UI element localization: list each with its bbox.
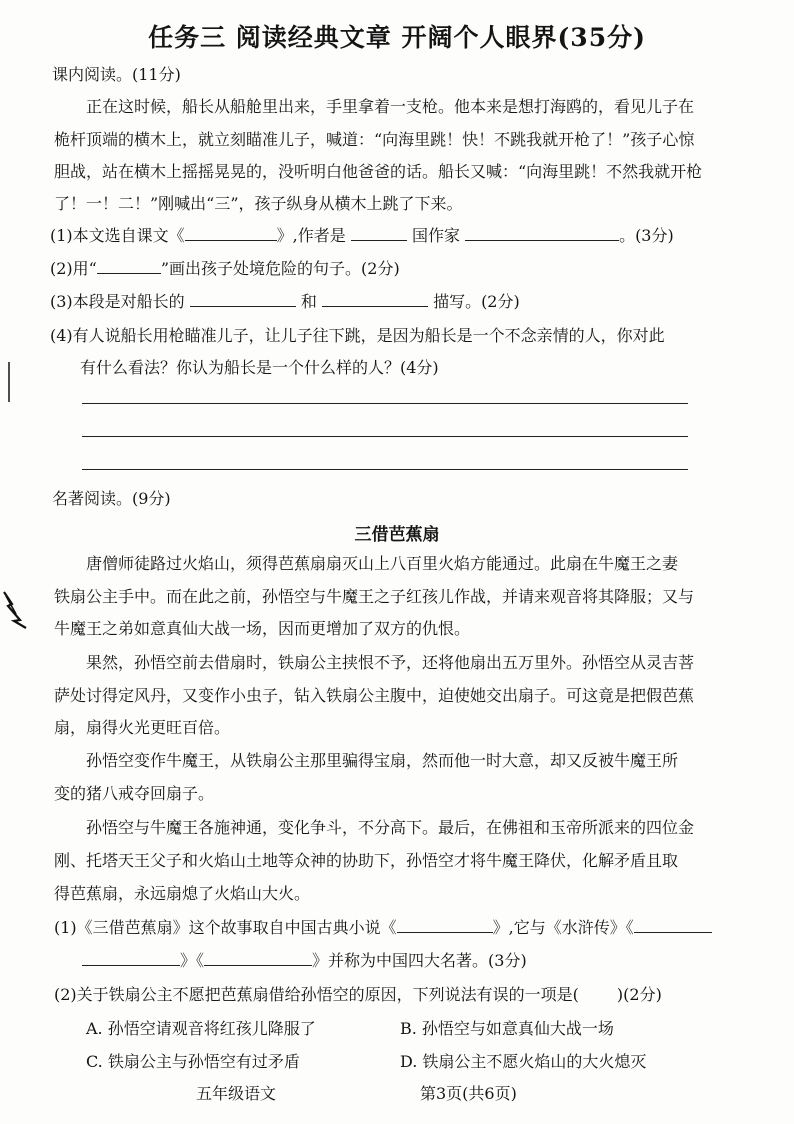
- q-text: (3)本段是对船长的: [50, 292, 185, 311]
- passage2-line: 铁扇公主手中。而在此之前，孙悟空与牛魔王之子红孩儿作战，并请来观音将其降服；又与: [54, 587, 695, 606]
- passage2-line: 果然，孙悟空前去借扇时，铁扇公主挟恨不予，还将他扇出五万里外。孙悟空从灵吉菩: [86, 653, 695, 672]
- question2-1-line2: [82, 948, 527, 971]
- q-text: 。(3分): [619, 226, 674, 245]
- footer-subject: 五年级语文: [196, 1084, 277, 1103]
- pen-mark-decoration: [0, 590, 30, 630]
- answer-blank[interactable]: [634, 918, 712, 933]
- passage1-line: 胆战，站在横木上摇摇晃晃的，没听明白他爸爸的话。船长又喊：“向海里跳！不然我就开枪: [54, 162, 703, 181]
- q-text: 》《: [180, 951, 205, 970]
- answer-blank[interactable]: [97, 259, 161, 274]
- option-b[interactable]: B. 孙悟空与如意真仙大战一场: [400, 1019, 614, 1038]
- passage2-line: 孙悟空与牛魔王各施神通，变化争斗，不分高下。最后，在佛祖和玉帝所派来的四位金: [86, 818, 695, 837]
- answer-blank[interactable]: [185, 226, 277, 241]
- q-text: 描写。(2分): [433, 292, 520, 311]
- answer-blank[interactable]: [465, 226, 619, 241]
- option-d[interactable]: D. 铁扇公主不愿火焰山的大火熄灭: [400, 1052, 647, 1071]
- answer-blank[interactable]: [322, 292, 428, 307]
- passage1-line: 正在这时候，船长从船舱里出来，手里拿着一支枪。他本来是想打海鸥的，看见儿子在: [86, 97, 695, 116]
- passage2-line: 变的猪八戒夺回扇子。: [54, 784, 215, 803]
- q-text: (1)本文选自课文《: [50, 226, 185, 245]
- option-a[interactable]: A. 孙悟空请观音将红孩儿降服了: [86, 1019, 316, 1038]
- passage2-line: 扇，扇得火光更旺百倍。: [54, 718, 231, 737]
- q-text: (2)关于铁扇公主不愿把芭蕉扇借给孙悟空的原因，下列说法有误的一项是(: [54, 985, 579, 1004]
- q-text: 和: [300, 292, 317, 311]
- option-c[interactable]: C. 铁扇公主与孙悟空有过矛盾: [86, 1052, 300, 1071]
- q-text: (1)《三借芭蕉扇》这个故事取自中国古典小说《: [54, 918, 397, 937]
- answer-blank[interactable]: [82, 951, 180, 966]
- answer-blank[interactable]: [190, 292, 296, 307]
- passage2-line: 刚、托塔天王父子和火焰山土地等众神的协助下，孙悟空才将牛魔王降伏，化解矛盾且取: [54, 851, 679, 870]
- q-text: 》,作者是: [276, 226, 346, 245]
- passage2-line: 唐僧师徒路过火焰山，须得芭蕉扇扇灭山上八百里火焰方能通过。此扇在牛魔王之妻: [86, 554, 679, 573]
- question1-3: [50, 289, 520, 312]
- q-text: (2)用“: [50, 259, 97, 278]
- story-title: 三借芭蕉扇: [354, 525, 440, 545]
- answer-blank[interactable]: [204, 951, 312, 966]
- section1-heading: 课内阅读。(11分): [52, 65, 181, 84]
- task-title: 任务三 阅读经典文章 开阔个人眼界(35分): [148, 23, 646, 52]
- question1-4-line1: (4)有人说船长用枪瞄准儿子，让儿子往下跳，是因为船长是一个不念亲情的人，你对此: [50, 326, 665, 345]
- answer-line[interactable]: [82, 436, 688, 437]
- passage2-line: 萨处讨得定风丹，又变作小虫子，钻入铁扇公主腹中，迫使她交出扇子。可这竟是把假芭蕉: [54, 686, 695, 705]
- q-text: ”画出孩子处境危险的句子。(2分): [160, 259, 400, 278]
- question1-4-line2: 有什么看法？你认为船长是一个什么样的人？(4分): [80, 358, 439, 377]
- answer-line[interactable]: [82, 469, 688, 470]
- section2-heading: 名著阅读。(9分): [52, 489, 171, 508]
- scan-mark-decoration: [2, 360, 16, 410]
- footer-page-number: 第3页(共6页): [420, 1084, 517, 1103]
- passage2-line: 牛魔王之弟如意真仙大战一场，因而更增加了双方的仇恨。: [54, 619, 471, 638]
- question1-1: [50, 223, 674, 246]
- question2-1-line1: [54, 915, 712, 938]
- passage2-line: 孙悟空变作牛魔王，从铁扇公主那里骗得宝扇，然而他一时大意，却又反被牛魔王所: [86, 751, 679, 770]
- q-text: 》,它与《水浒传》《: [492, 918, 634, 937]
- q-text: 》并称为中国四大名著。(3分): [312, 951, 527, 970]
- passage1-line: 桅杆顶端的横木上，就立刻瞄准儿子，喊道：“向海里跳！快！不跳我就开枪了！”孩子心惊: [54, 130, 695, 149]
- q-text: )(2分): [616, 985, 662, 1004]
- answer-line[interactable]: [82, 403, 688, 404]
- passage1-line: 了！一！二！”刚喊出“三”，孩子纵身从横木上跳了下来。: [54, 194, 463, 213]
- answer-blank[interactable]: [351, 226, 407, 241]
- q-text: 国作家: [411, 226, 460, 245]
- answer-blank[interactable]: [397, 918, 493, 933]
- question1-2: [50, 256, 400, 279]
- passage2-line: 得芭蕉扇，永远扇熄了火焰山大火。: [54, 884, 311, 903]
- question2-2: [54, 982, 662, 1005]
